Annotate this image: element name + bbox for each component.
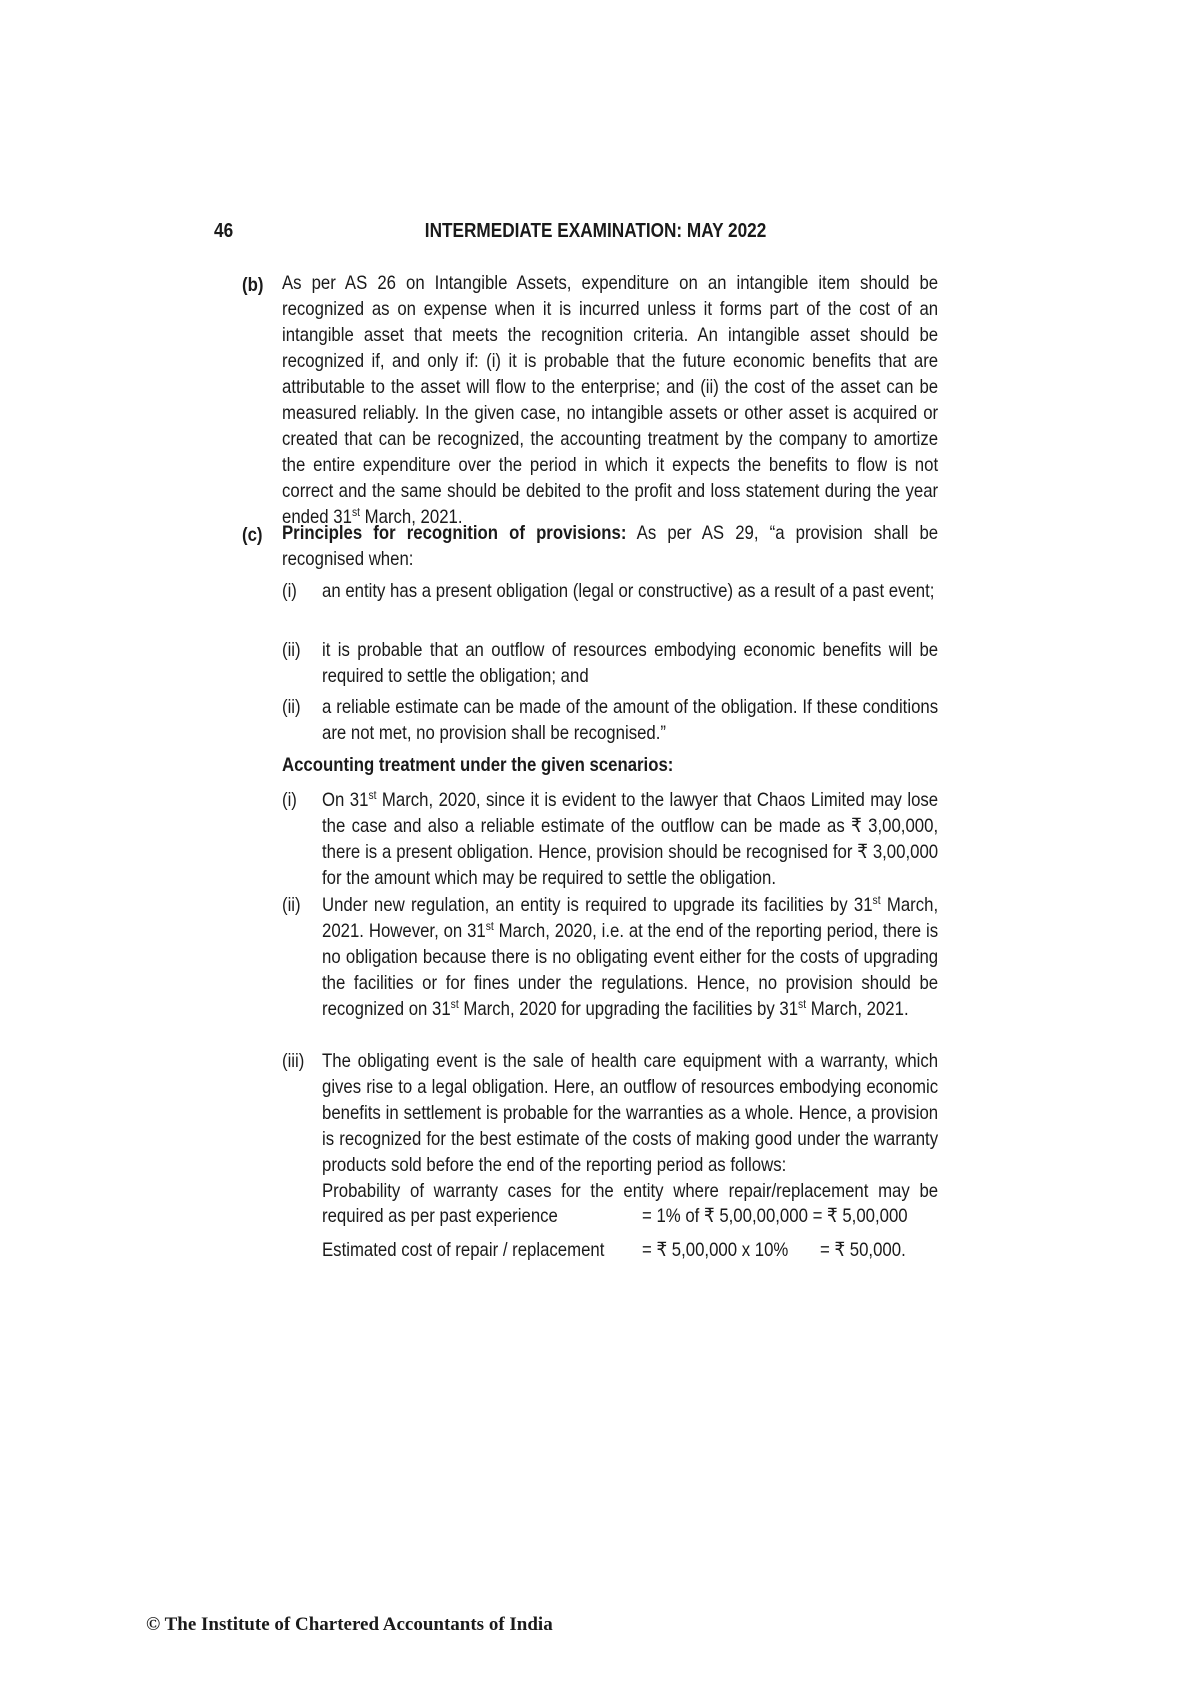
footer-copyright: © The Institute of Chartered Accountants of India xyxy=(146,1614,553,1635)
scenario-2: Under new regulation, an entity is required to upgrade its facilities by 31st March, 2021. However, on 31st March, 2020, i.e. at the end of the reporting period, there is no obligation because there is no obligating event either for the costs of upgrading the facilities or for fines under the regulations. Hence, no provision should be recognized on 31st March, 2020 for upgrading the facilities by 31st March, 2021. xyxy=(322,893,939,1020)
principle-2 xyxy=(322,637,938,689)
principle-2-num: (ii) xyxy=(282,639,301,661)
repair-cost-formula: = ₹ 5,00,000 x 10% xyxy=(642,1239,789,1261)
principles-heading: Principles for recognition of provisions: xyxy=(282,522,627,544)
treatment-heading: Accounting treatment under the given scenarios: xyxy=(282,754,674,776)
principle-3-num: (ii) xyxy=(282,696,301,718)
warranty-calc-line-2-value: = 1% of ₹ 5,00,00,000 = ₹ 5,00,000 xyxy=(642,1205,908,1227)
part-b-label: (b) xyxy=(242,274,264,296)
scenario-2-num: (ii) xyxy=(282,894,301,916)
scenario-1-text-b: March, 2020, since it is evident to the lawyer that Chaos Limited may lose the case and also a reliable estimate of the outflow can be made as ₹ 3,00,000, there is a present obligation. Hence, provision should be recognised for ₹ 3,00,000 for the amount which may be required to settle the obligation. xyxy=(322,789,939,889)
part-b-text: As per AS 26 on Intangible Assets, expenditure on an intangible item should be recognized as on expense when it is incurred unless it forms part of the cost of an intangible asset that meets the recognition criteria. An intangible asset should be recognized if, and only if: (i) it is probable that the future economic benefits that are attributable to the asset will flow to the enterprise; and (ii) the cost of the asset can be measured reliably. In the given case, no intangible assets or other asset is acquired or created that can be recognized, the accounting treatment by the company to amortize the entire expenditure over the period in which it expects the benefits to flow is not correct and the same should be debited to the profit and loss statement during the year ended 31 xyxy=(282,272,939,528)
scenario-1-num: (i) xyxy=(282,789,297,811)
scenario-3 xyxy=(322,1048,938,1178)
repair-cost-value: = ₹ 50,000. xyxy=(820,1239,906,1261)
scenario-1 xyxy=(322,787,938,891)
part-b-sup: st xyxy=(351,505,360,519)
warranty-calc-line-2-label: required as per past experience xyxy=(322,1205,558,1227)
principle-1 xyxy=(322,578,938,604)
scenario-1-sup: st xyxy=(368,788,377,802)
part-b-text-end: March, 2021. xyxy=(359,506,463,528)
part-c-intro xyxy=(282,520,938,572)
principle-1-num: (i) xyxy=(282,580,297,602)
warranty-calc-line-1: Probability of warranty cases for the entity where repair/replacement may be xyxy=(322,1180,939,1202)
scenario-3-num: (iii) xyxy=(282,1050,305,1072)
scenario-1-text-a: On 31 xyxy=(322,789,369,811)
principle-2-text: it is probable that an outflow of resources embodying economic benefits will be required to settle the obligation; and xyxy=(322,639,939,687)
scenario-3-text: The obligating event is the sale of health care equipment with a warranty, which gives rise to a legal obligation. Here, an outflow of resources embodying economic benefits in settlement is probable for the warranties as a whole. Hence, a provision is recognized for the best estimate of the costs of making good under the warranty products sold before the end of the reporting period as follows: xyxy=(322,1050,939,1176)
principle-1-text: an entity has a present obligation (legal or constructive) as a result of a past event; xyxy=(322,580,935,602)
page-title: INTERMEDIATE EXAMINATION: MAY 2022 xyxy=(424,220,767,242)
part-c-label: (c) xyxy=(242,524,263,546)
part-b-paragraph xyxy=(282,270,938,530)
principles-intro: As per AS 29, “a provision shall be recognised when: xyxy=(282,522,939,570)
principle-3-text: a reliable estimate can be made of the amount of the obligation. If these conditions are not met, no provision shall be recognised.” xyxy=(322,696,939,744)
page-number: 46 xyxy=(214,220,234,242)
repair-cost-label: Estimated cost of repair / replacement xyxy=(322,1239,605,1261)
principle-3 xyxy=(322,694,938,746)
